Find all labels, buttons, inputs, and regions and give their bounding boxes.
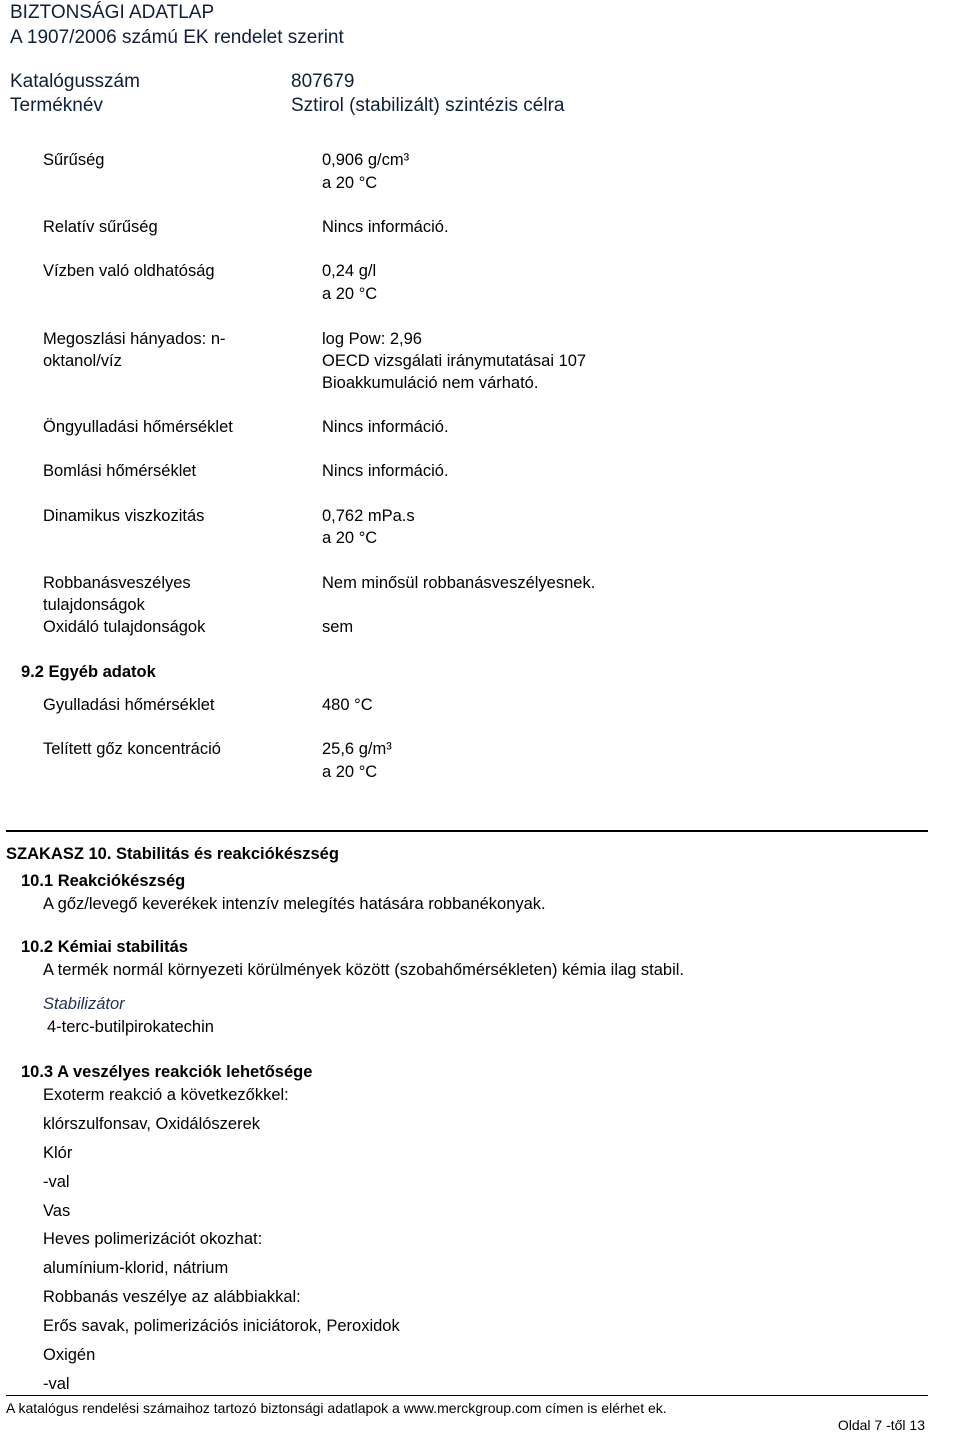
stabilizer-label: Stabilizátor xyxy=(43,995,125,1013)
prop-label-ignition: Gyulladási hőmérséklet xyxy=(43,696,215,714)
prop-value-relative-density: Nincs információ. xyxy=(322,218,449,236)
section-10-3-line: Robbanás veszélye az alábbiakkal: xyxy=(43,1288,301,1306)
prop-value-explosive: Nem minősül robbanásveszélyesnek. xyxy=(322,574,596,592)
prop-label-partition-1: Megoszlási hányados: n- xyxy=(43,330,226,348)
section-10-title: SZAKASZ 10. Stabilitás és reakciókészség xyxy=(6,845,339,863)
catalog-label: Katalógusszám xyxy=(10,71,140,92)
section-10-3-line: Heves polimerizációt okozhat: xyxy=(43,1230,263,1248)
section-divider xyxy=(6,830,928,832)
stabilizer-value: 4-terc-butilpirokatechin xyxy=(47,1018,214,1036)
section-10-1-title: 10.1 Reakciókészség xyxy=(21,872,186,890)
prop-label-density: Sűrűség xyxy=(43,151,105,169)
catalog-value: 807679 xyxy=(291,71,355,92)
prop-label-explosive-2: tulajdonságok xyxy=(43,596,145,614)
prop-value-density-2: a 20 °C xyxy=(322,174,378,192)
prop-value-partition-1: log Pow: 2,96 xyxy=(322,330,422,348)
section-10-3-line: -val xyxy=(43,1173,70,1191)
prop-value-ignition: 480 °C xyxy=(322,696,373,714)
footer-divider xyxy=(6,1395,928,1396)
section-10-3-line: klórszulfonsav, Oxidálószerek xyxy=(43,1115,261,1133)
footer-note: A katalógus rendelési számaihoz tartozó biztonsági adatlapok a www.merckgroup.com címen is elérhet ek. xyxy=(6,1400,667,1416)
product-value: Sztirol (stabilizált) szintézis célra xyxy=(291,95,565,116)
section-9-2-title: 9.2 Egyéb adatok xyxy=(21,663,156,681)
prop-label-oxidizing: Oxidáló tulajdonságok xyxy=(43,618,206,636)
prop-value-partition-3: Bioakkumuláció nem várható. xyxy=(322,374,539,392)
prop-value-oxidizing: sem xyxy=(322,618,354,636)
regulation-subtitle: A 1907/2006 számú EK rendelet szerint xyxy=(10,27,344,48)
prop-label-explosive-1: Robbanásveszélyes xyxy=(43,574,191,592)
prop-value-decomposition: Nincs információ. xyxy=(322,462,449,480)
section-10-2-title: 10.2 Kémiai stabilitás xyxy=(21,938,188,956)
section-10-3-line: -val xyxy=(43,1375,70,1393)
prop-value-vapor-concentration-2: a 20 °C xyxy=(322,763,378,781)
prop-label-vapor-concentration: Telített gőz koncentráció xyxy=(43,740,221,758)
prop-value-density-1: 0,906 g/cm³ xyxy=(322,151,410,169)
prop-value-autoignition: Nincs információ. xyxy=(322,418,449,436)
section-10-3-line: Exoterm reakció a következőkkel: xyxy=(43,1086,289,1104)
prop-label-water-solubility: Vízben való oldhatóság xyxy=(43,262,215,280)
prop-value-water-solubility-2: a 20 °C xyxy=(322,285,378,303)
prop-value-water-solubility-1: 0,24 g/l xyxy=(322,262,377,280)
section-10-3-line: Vas xyxy=(43,1202,71,1220)
prop-value-viscosity-1: 0,762 mPa.s xyxy=(322,507,415,525)
section-10-3-line: Klór xyxy=(43,1144,73,1162)
prop-label-viscosity: Dinamikus viszkozitás xyxy=(43,507,205,525)
prop-value-partition-2: OECD vizsgálati iránymutatásai 107 xyxy=(322,352,587,370)
prop-value-vapor-concentration-1: 25,6 g/m³ xyxy=(322,740,392,758)
prop-value-viscosity-2: a 20 °C xyxy=(322,529,378,547)
section-10-1-text: A gőz/levegő keverékek intenzív melegítés hatására robbanékonyak. xyxy=(43,895,546,913)
section-10-3-title: 10.3 A veszélyes reakciók lehetősége xyxy=(21,1063,313,1081)
prop-label-autoignition: Öngyulladási hőmérséklet xyxy=(43,418,233,436)
prop-label-partition-2: oktanol/víz xyxy=(43,352,122,370)
section-10-3-line: Erős savak, polimerizációs iniciátorok, Peroxidok xyxy=(43,1317,400,1335)
section-10-3-line: alumínium-klorid, nátrium xyxy=(43,1259,229,1277)
page-number: Oldal 7 -től 13 xyxy=(837,1417,925,1433)
prop-label-decomposition: Bomlási hőmérséklet xyxy=(43,462,197,480)
section-10-2-text: A termék normál környezeti körülmények között (szobahőmérsékleten) kémia ilag stabil. xyxy=(43,961,685,979)
document-title: BIZTONSÁGI ADATLAP xyxy=(10,2,215,23)
prop-label-relative-density: Relatív sűrűség xyxy=(43,218,158,236)
section-10-3-line: Oxigén xyxy=(43,1346,96,1364)
product-label: Terméknév xyxy=(10,95,103,116)
